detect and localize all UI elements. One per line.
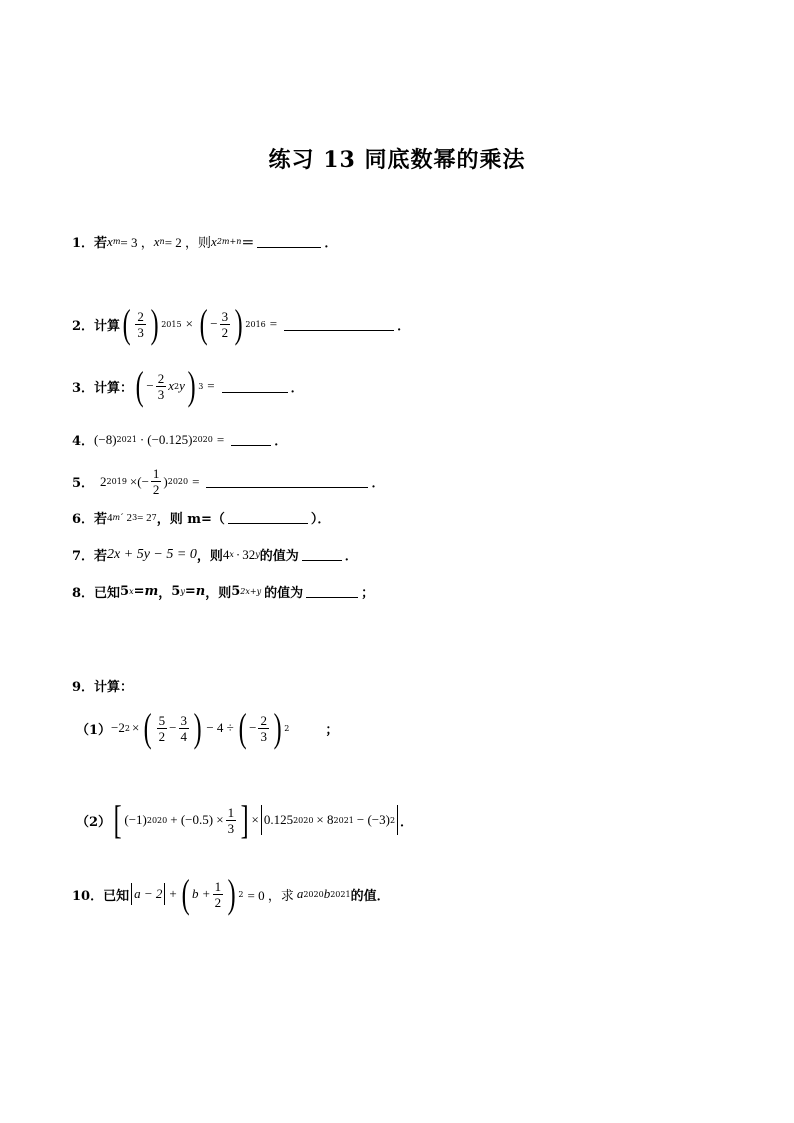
question-7 [72, 545, 358, 564]
q9p2-exp-a: 2020 [146, 815, 168, 825]
q9p2-term-a: (−1) [124, 812, 147, 827]
q9p1-rparen-1: ) [193, 705, 202, 750]
q8-end: ； [361, 586, 375, 601]
q8-exp-2xy: 2x+y [240, 587, 262, 596]
q9p1-end: ； [325, 722, 339, 738]
q4-dot: · [139, 431, 145, 447]
q4-equals: = [216, 431, 225, 447]
q9p1-label: （1） [76, 722, 112, 738]
q2-number: 2．计算 [72, 318, 121, 334]
q3-rparen: ) [187, 363, 196, 408]
q7-number: 7．若 [72, 549, 108, 564]
q8-m: m [144, 584, 159, 599]
q8-base-5b: 5 [171, 584, 181, 599]
q8-eq-2: = [184, 584, 196, 599]
q3-y: y [179, 378, 185, 393]
q2-end: ． [397, 318, 411, 334]
q1-number: 1．若 [72, 236, 108, 251]
q10-tail: 的值． [350, 888, 390, 904]
q4-exp-2: 2020 [192, 435, 213, 444]
q1-answer-blank[interactable] [257, 235, 321, 248]
q10-number: 10．已知 [72, 888, 130, 904]
q6-prompt: ，则 m=（ [156, 512, 225, 527]
q8-number: 8．已知 [72, 586, 121, 601]
q10-term-b: b + [192, 886, 211, 901]
q9p2-times: × [251, 812, 259, 827]
q5-number: 5． [72, 476, 95, 491]
q7-exp-x: x [229, 550, 234, 559]
q4-exp-1: 2021 [116, 435, 137, 444]
q4-answer-blank[interactable] [231, 433, 271, 446]
q1-exp-m: m [112, 237, 121, 246]
q9p2-abs-left [261, 805, 262, 835]
q6-base-4: 4 [107, 511, 113, 524]
q6-end: ）． [310, 512, 331, 527]
q2-lparen-2: ( [199, 301, 208, 346]
q2-exp-2: 2016 [245, 319, 266, 329]
q8-tail: 的值为 [264, 586, 304, 601]
q5-exp-1: 2019 [106, 477, 127, 486]
q2-rparen-2: ) [234, 301, 243, 346]
q3-x-exp: 2 [174, 381, 180, 391]
q6-exp-7: 7 [151, 513, 157, 522]
q9p2-term-y: − (−3) [356, 812, 390, 827]
q9p2-abs-right [397, 805, 398, 835]
q7-base-4: 4 [222, 546, 230, 562]
q8-base-5: 5 [120, 584, 130, 599]
q8-exp-x: x [129, 587, 134, 596]
q10-fraction: $\frac{1}{2}$ [214, 878, 222, 910]
q9p2-exp-y: 2 [389, 815, 396, 825]
q10-b-exp: 2021 [330, 889, 351, 899]
q9p1-fraction-1: $\frac{5}{2}$ [158, 712, 166, 744]
q9p2-rbracket: ] [240, 797, 249, 842]
q7-exp-y: y [255, 550, 260, 559]
q5-fraction: $\frac{1}{2}$ [152, 466, 160, 497]
q9p2-term-x: × 8 [316, 812, 334, 827]
q9-number: 9．计算： [72, 680, 134, 695]
q10-eq: = 0 ，求 [247, 887, 294, 903]
q7-end: ． [344, 549, 358, 564]
q2-minus: − [210, 316, 218, 331]
q5-end: ． [371, 476, 385, 491]
q3-fraction: $\frac{2}{3}$ [157, 370, 165, 402]
q5-equals: = [192, 473, 200, 489]
q8-eq-1: = [133, 584, 145, 599]
q9p2-fraction: $\frac{1}{3}$ [227, 804, 235, 836]
q10-exp: 2 [238, 889, 244, 899]
q3-minus: − [146, 378, 154, 393]
question-10 [72, 871, 390, 916]
q3-end: ． [290, 380, 304, 396]
q10-lparen: ( [181, 871, 190, 916]
q7-tail: 的值为 [259, 549, 299, 564]
q1-base-x3: x [211, 233, 217, 249]
q10-a-exp: 2020 [303, 889, 324, 899]
question-9-part-2 [76, 797, 414, 842]
question-9 [72, 676, 133, 695]
q5-exp-2: 2020 [167, 477, 189, 486]
q1-exp-n: n [159, 237, 165, 246]
question-9-part-1 [76, 705, 339, 750]
q10-rparen: ) [227, 871, 236, 916]
q1-value-2: = 2 ，则 [164, 235, 212, 250]
q10-term-a: a − 2 [134, 886, 163, 901]
q6-rhs: = 2 [137, 511, 152, 524]
q1-end: ． [324, 236, 338, 251]
q9p1-lparen-1: ( [143, 705, 152, 750]
q9p1-lparen-2: ( [238, 705, 247, 750]
q7-dot: · [235, 546, 241, 562]
q1-base-x: x [107, 233, 113, 249]
q8-then: ，则 [205, 586, 232, 601]
q7-equation: 2x + 5y − 5 = 0 [107, 546, 197, 562]
q2-equals: = [269, 316, 278, 331]
q9p1-rparen-2: ) [273, 705, 282, 750]
q3-x: x [168, 378, 174, 393]
q9p1-neg: − [249, 720, 257, 735]
q3-number: 3．计算： [72, 380, 134, 396]
q3-exp: 3 [198, 381, 204, 391]
q7-then: ，则 [196, 549, 223, 564]
q2-times: × [185, 316, 193, 331]
q6-number: 6．若 [72, 512, 108, 527]
q2-lparen-1: ( [122, 301, 131, 346]
q1-equals: ＝ [241, 236, 255, 251]
question-1 [72, 232, 337, 251]
q9p1-fraction-3: $\frac{2}{3}$ [260, 712, 267, 744]
q4-number: 4． [72, 434, 95, 449]
q3-answer-blank[interactable] [222, 380, 288, 393]
q9p1-fraction-2: $\frac{3}{4}$ [180, 712, 187, 744]
q9p2-exp-x: 2021 [333, 815, 354, 825]
q10-b: b [323, 886, 331, 901]
q8-exp-y: y [180, 587, 185, 596]
q6-answer-blank[interactable] [228, 511, 308, 524]
q9p1-div: − 4 ÷ [206, 720, 234, 735]
q6-base-2: ´ 2 [120, 511, 133, 524]
q9p1-times: × [131, 720, 140, 735]
q9p1-exp: 2 [284, 723, 290, 733]
q2-rparen-1: ) [150, 301, 159, 346]
question-4 [72, 430, 287, 449]
q10-abs-left [131, 883, 132, 905]
q3-equals: = [207, 378, 215, 393]
q9p1-exp-a: 2 [124, 723, 130, 733]
q3-lparen: ( [135, 363, 144, 408]
q9p2-term-b: + (−0.5) × [170, 812, 224, 827]
q1-value-1: = 3 ， [120, 235, 154, 250]
q5-answer-blank[interactable] [206, 475, 368, 488]
q10-plus: + [169, 886, 177, 901]
q4-term-2: (−0.125) [147, 431, 193, 447]
q5-rparen: ) [163, 473, 168, 489]
q9p2-end: ． [400, 814, 414, 830]
q7-base-32: 32 [242, 546, 256, 562]
q2-answer-blank[interactable] [284, 318, 394, 331]
q9p2-lbracket: [ [113, 797, 122, 842]
q2-exp-1: 2015 [161, 319, 182, 329]
q9p2-exp-c: 2020 [293, 815, 314, 825]
q8-n: n [195, 584, 206, 599]
q10-abs-right [164, 883, 165, 905]
q9p1-term-a: −2 [111, 720, 125, 735]
q9p2-term-c: 0.125 [263, 812, 294, 827]
q1-base-x2: x [153, 233, 160, 249]
q6-exp-3: 3 [132, 513, 138, 522]
q8-base-5c: 5 [231, 584, 241, 599]
q5-times: ×(− [129, 473, 149, 489]
q4-end: ． [274, 434, 288, 449]
q8-answer-blank[interactable] [306, 585, 358, 598]
page-title: 练习 13 同底数幂的乘法 [268, 147, 526, 173]
question-8 [72, 582, 374, 601]
question-3 [72, 363, 304, 408]
q2-fraction-2: $\frac{3}{2}$ [221, 308, 229, 340]
q4-term-1: (−8) [94, 431, 117, 447]
q7-answer-blank[interactable] [302, 548, 342, 561]
q5-base: 2 [100, 473, 107, 489]
q6-exp-m: m [112, 513, 121, 522]
question-6 [72, 508, 330, 527]
q1-exp-2mn: 2m+n [216, 237, 242, 246]
question-5 [72, 466, 384, 497]
q8-comma: ， [158, 586, 172, 601]
q10-a: a [296, 886, 304, 901]
q9p2-label: （2） [76, 814, 112, 830]
q2-fraction-1: $\frac{2}{3}$ [137, 308, 144, 340]
question-2 [72, 301, 411, 346]
q9p1-minus: − [169, 720, 177, 735]
